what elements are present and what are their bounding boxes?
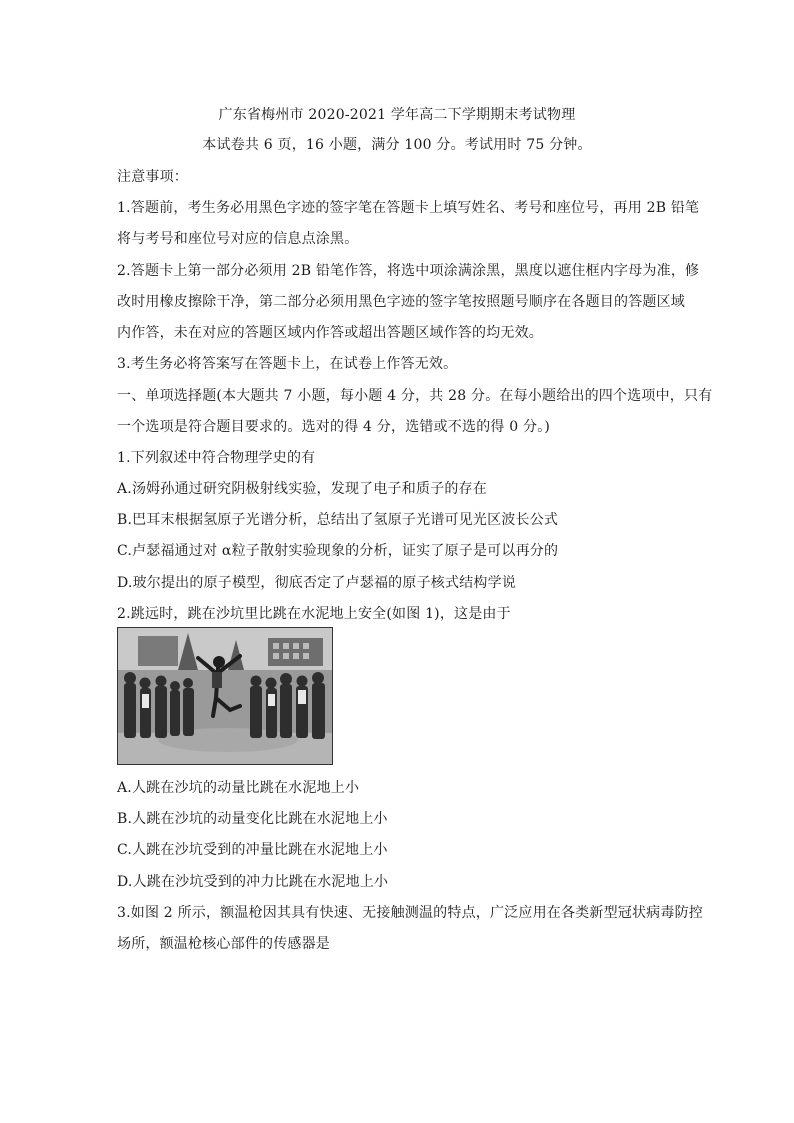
question-2-option-b: B.人跳在沙坑的动量变化比跳在水泥地上小 — [117, 811, 388, 827]
exam-subtitle: 本试卷共 6 页，16 小题，满分 100 分。考试用时 75 分钟。 — [202, 137, 592, 153]
note-item-1-line-2: 将与考号和座位号对应的信息点涂黑。 — [117, 231, 359, 247]
question-1-option-c: C.卢瑟福通过对 α粒子散射实验现象的分析，证实了原子是可以再分的 — [117, 543, 559, 559]
question-1-option-d: D.玻尔提出的原子模型，彻底否定了卢瑟福的原子核式结构学说 — [117, 575, 516, 591]
section-1-intro-line-2: 一个选项是符合题目要求的。选对的得 4 分，选错或不选的得 0 分。) — [117, 419, 551, 435]
note-item-3: 3.考生务必将答案写在答题卡上，在试卷上作答无效。 — [117, 356, 458, 372]
question-2-option-c: C.人跳在沙坑受到的冲量比跳在水泥地上小 — [117, 842, 388, 858]
note-item-2-line-2: 改时用橡皮擦除干净，第二部分必须用黑色字迹的签字笔按照题号顺序在各题目的答题区域 — [117, 294, 685, 310]
question-2-option-d: D.人跳在沙坑受到的冲力比跳在水泥地上小 — [117, 874, 389, 890]
question-1-stem: 1.下列叙述中符合物理学史的有 — [117, 450, 316, 466]
exam-title: 广东省梅州市 2020-2021 学年高二下学期期末考试物理 — [218, 107, 576, 123]
long-jump-photo — [117, 627, 333, 765]
section-1-intro-line-1: 一、单项选择题(本大题共 7 小题，每小题 4 分，共 28 分。在每小题给出的四个选项中，只有 — [117, 388, 713, 404]
question-2-option-a: A.人跳在沙坑的动量比跳在水泥地上小 — [117, 780, 360, 796]
question-3-stem-line-1: 3.如图 2 所示，额温枪因其具有快速、无接触测温的特点，广泛应用在各类新型冠状病毒防控 — [117, 905, 703, 921]
note-item-1-line-1: 1.答题前，考生务必用黑色字迹的签字笔在答题卡上填写姓名、考号和座位号，再用 2B 铅笔 — [117, 200, 700, 216]
note-item-2-line-1: 2.答题卡上第一部分必须用 2B 铅笔作答，将选中项涂满涂黑，黑度以遮住框内字母为准，修 — [117, 263, 700, 279]
question-1-option-a: A.汤姆孙通过研究阴极射线实验，发现了电子和质子的存在 — [117, 481, 487, 497]
question-1-option-b: B.巴耳末根据氢原子光谱分析，总结出了氢原子光谱可见光区波长公式 — [117, 512, 559, 528]
question-3-stem-line-2: 场所，额温枪核心部件的传感器是 — [117, 936, 330, 952]
notes-heading: 注意事项： — [117, 169, 188, 185]
question-2-stem: 2.跳远时，跳在沙坑里比跳在水泥地上安全(如图 1)，这是由于 — [117, 606, 511, 622]
note-item-2-line-3: 内作答，未在对应的答题区域内作答或超出答题区域作答的均无效。 — [117, 325, 543, 341]
